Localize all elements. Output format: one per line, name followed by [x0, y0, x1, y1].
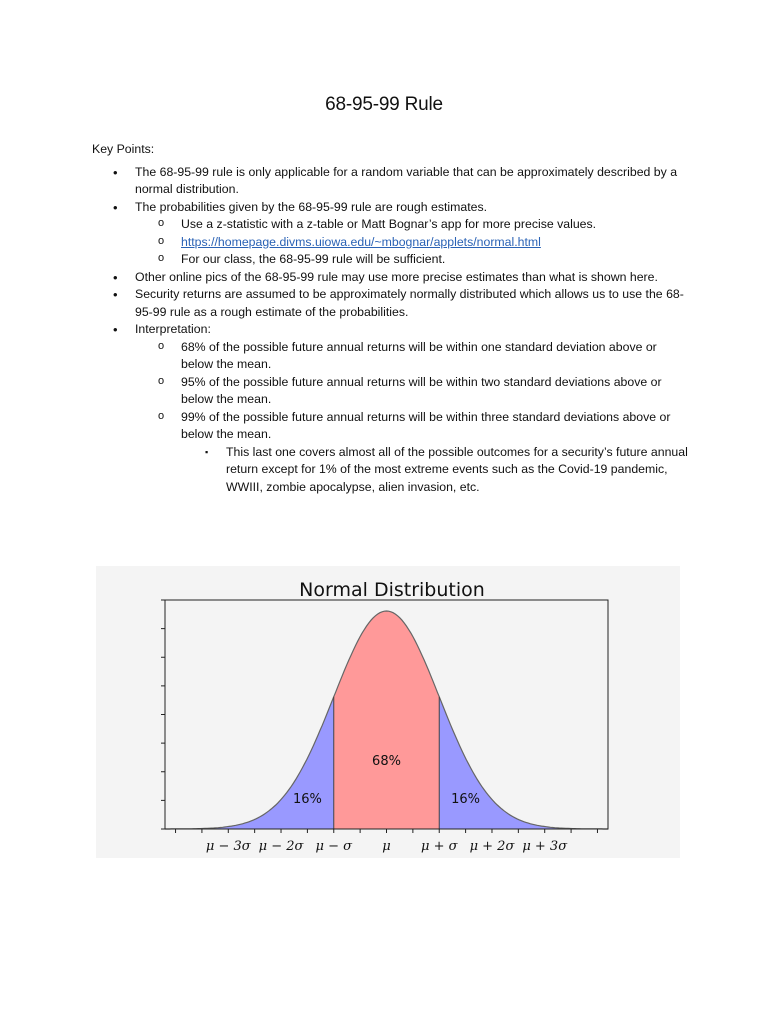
page-title: 68-95-99 Rule	[325, 94, 443, 115]
region-percent-label: 68%	[372, 754, 401, 769]
chart-title: Normal Distribution	[299, 579, 485, 601]
sub-bullet-sufficient	[92, 251, 692, 269]
normal-distribution-chart	[96, 566, 680, 858]
key-points-list	[92, 164, 692, 497]
bullet-text: Security returns are assumed to be approximately normally distributed which allows us to use the 68-95-99 rule as a rough estimate of the probabilities.	[135, 287, 684, 319]
region-right-tail	[439, 697, 608, 829]
sub-bullet-link	[92, 234, 692, 252]
bullet-online-pics	[92, 269, 692, 287]
bullet-text: This last one covers almost all of the possible outcomes for a security’s future annual return except for 1% of the most extreme events such as the Covid-19 pandemic, WWIII, zombie apocalypse, alien invasion, etc.	[226, 444, 688, 494]
applet-link[interactable]: https://homepage.divms.uiowa.edu/~mbognar/applets/normal.html	[181, 234, 541, 249]
sub-bullet-68	[92, 339, 692, 374]
bullet-text: For our class, the 68-95-99 rule will be sufficient.	[181, 252, 446, 266]
bullet-normal-distribution	[92, 164, 692, 199]
region-center	[334, 611, 439, 829]
sub-list	[135, 216, 692, 269]
x-tick-label: μ	[382, 839, 391, 854]
x-tick-label: μ − 2σ	[258, 839, 304, 854]
x-tick-label: μ + 3σ	[522, 839, 568, 854]
sub-list	[135, 339, 692, 497]
x-tick-label: μ − σ	[315, 839, 353, 854]
x-tick-label: μ + 2σ	[469, 839, 515, 854]
sub-bullet-99	[92, 409, 692, 497]
document-body	[92, 141, 692, 496]
sub-bullet-95	[92, 374, 692, 409]
region-percent-label: 16%	[292, 792, 322, 807]
bullet-text: The 68-95-99 rule is only applicable for a random variable that can be approximately described by a normal distribution.	[135, 164, 678, 196]
bullet-text: The probabilities given by the 68-95-99 rule are rough estimates.	[135, 199, 488, 214]
x-tick-label: μ + σ	[420, 839, 458, 854]
bullet-text: 68% of the possible future annual returns will be within one standard deviation above or below the mean.	[181, 339, 657, 371]
bullet-text: 99% of the possible future annual returns will be within three standard deviations above or below the mean.	[181, 409, 671, 441]
sub-sub-list	[181, 444, 692, 497]
normal-distribution-figure	[96, 566, 680, 858]
key-points-heading: Key Points:	[92, 142, 155, 156]
sub-bullet-z-statistic	[92, 216, 692, 234]
region-percent-label: 16%	[451, 792, 481, 807]
bullet-text: 95% of the possible future annual returns will be within two standard deviations above or below the mean.	[181, 374, 662, 406]
region-left-tail	[165, 697, 334, 829]
sub-sub-bullet-extreme-events	[92, 444, 692, 497]
bullet-security-returns	[92, 286, 692, 321]
x-tick-label: μ − 3σ	[205, 839, 251, 854]
bullet-text: Use a z-statistic with a z-table or Matt Bognar’s app for more precise values.	[181, 217, 597, 231]
bullet-rough-estimates	[92, 199, 692, 269]
bullet-interpretation	[92, 321, 692, 496]
bullet-text: Interpretation:	[135, 322, 211, 336]
bullet-text: Other online pics of the 68-95-99 rule may use more precise estimates than what is shown here.	[135, 269, 658, 284]
